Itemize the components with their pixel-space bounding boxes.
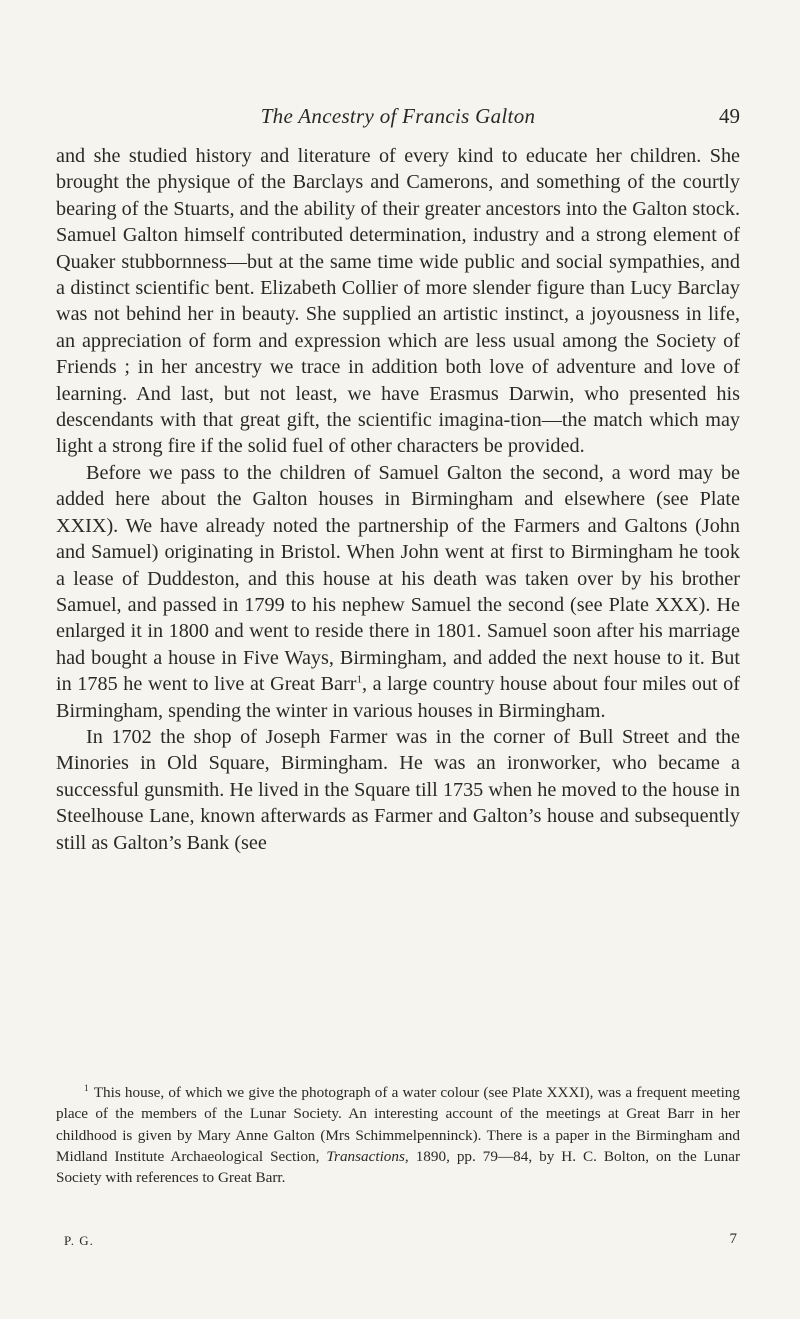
page-number: 49: [719, 104, 740, 128]
paragraph-3-text: In 1702 the shop of Joseph Farmer was in the corner of Bull Street and the Minories in Old Square, Birmingham. He was an ironworker, who became a successful gunsmith. He lived in the Square till 1735 when he moved to the house in Steelhouse Lane, known afterwards as Farmer and Galton’s house and subsequently still as Galton’s Bank (see: [56, 725, 740, 854]
signature-mark: P. G.: [64, 1233, 94, 1248]
footnote-reference: 1: [356, 673, 362, 686]
paragraph-1: [56, 143, 740, 460]
book-page: [56, 0, 740, 1319]
body-text: [56, 143, 740, 856]
paragraph-2: [56, 460, 740, 724]
paragraph-2-text-a: Before we pass to the children of Samuel Galton the second, a word may be added here about the Galton houses in Birmingham and elsewhere (see Plate XXIX). We have already noted the partnership of the Farmers and Galtons (John and Samuel) originating in Bristol. When John went at first to Birmingham he took a lease of Duddeston, and this house at his death was taken over by his brother Samuel, and passed in 1799 to his nephew Samuel the second (see Plate XXX). He enlarged it in 1800 and went to reside there in 1801. Samuel soon after his marriage had bought a house in Five Ways, Birmingham, and added the next house to it. But in 1785 he went to live at Great Barr: [56, 461, 740, 696]
paragraph-3: [56, 724, 740, 856]
running-title: The Ancestry of Francis Galton: [260, 104, 536, 128]
footnote-italic-title: Transactions: [326, 1147, 405, 1165]
running-head: [56, 104, 740, 134]
signature-number: 7: [729, 1231, 738, 1247]
paragraph-2-text-b: , a large country house about four miles out of Birmingham, spending the winter in various houses in Birmingham.: [56, 673, 740, 722]
footnote-paragraph: [56, 1082, 740, 1188]
paragraph-1-text: and she studied history and literature of every kind to educate her children. She brought the physique of the Barclays and Camerons, and something of the courtly bearing of the Stuarts, and the ability of their greater ancestors into the Galton stock. Samuel Galton himself contributed determination, industry and a strong element of Quaker stubbornness—but at the same time wide public and social sympathies, and a distinct scientific bent. Elizabeth Collier of more slender figure than Lucy Barclay was not behind her in beauty. She supplied an artistic instinct, a joyousness in life, an appreciation of form and expression which are less usual among the Society of Friends ; in her ancestry we trace in addition both love of adventure and love of learning. And last, but not least, we have Erasmus Darwin, who presented his descendants with that great gift, the scientific imagina-tion—the match which may light a strong fire if the solid fuel of other characters be provided.: [56, 145, 740, 458]
footnote-number: 1: [84, 1083, 89, 1094]
footnote-text-a: This house, of which we give the photograph of a water colour (see Plate XXXI), was a frequent meeting place of the members of the Lunar Society. An interesting account of the meetings at Great Barr in her childhood is given by Mary Anne Galton (Mrs Schimmelpenninck). There is a paper in the Birmingham and Midland Institute Archaeological Section,: [56, 1084, 740, 1165]
footnote: [56, 1082, 740, 1188]
footnote-text-b: , 1890, pp. 79—84, by H. C. Bolton, on the Lunar Society with references to Great Barr.: [56, 1147, 740, 1187]
